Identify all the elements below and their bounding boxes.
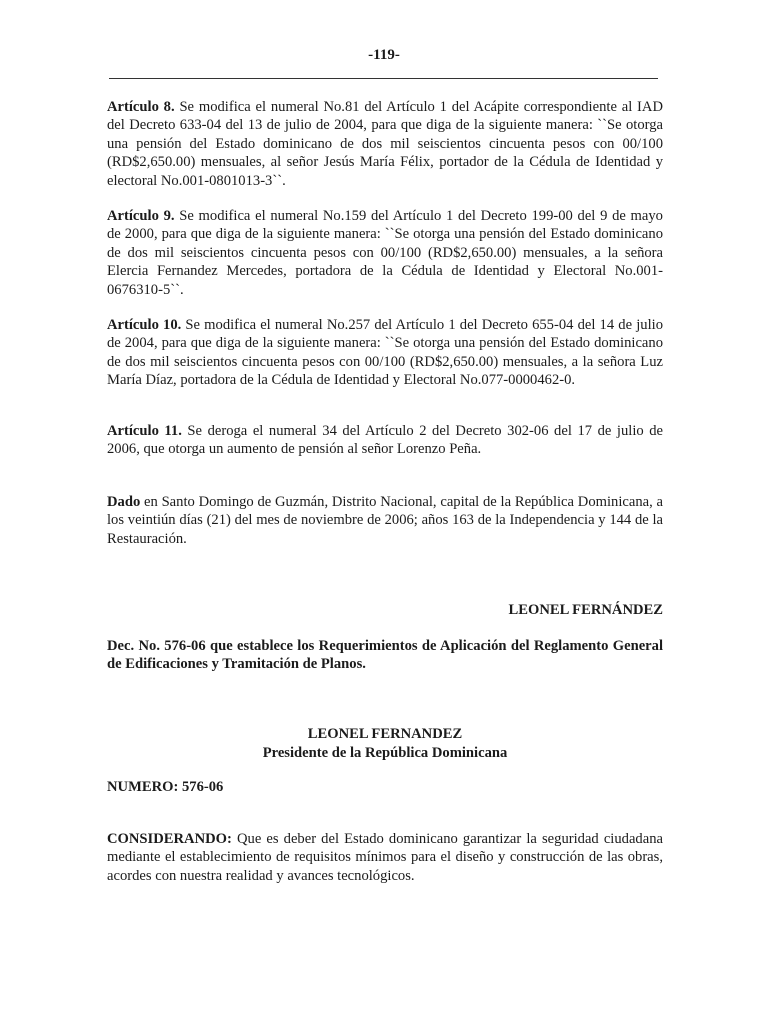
article-11-text: Se deroga el numeral 34 del Artículo 2 del Decreto 302-06 del 17 de julio de 2006, que otorga un aumento de pensión al señor Lorenzo Peña.	[107, 423, 663, 458]
considerando-label: CONSIDERANDO:	[107, 831, 232, 847]
article-8-label: Artículo 8.	[107, 99, 175, 115]
article-9-text: Se modifica el numeral No.159 del Artículo 1 del Decreto 199-00 del 9 de mayo de 2000, para que diga de la siguiente manera: ``Se otorga una pensión del Estado dominicano de dos mil seiscientos cincuenta pesos con 00/100 (RD$2,650.00) mensuales, a la señora Elercia Fernandez Mercedes, portadora de la Cédula de Identidad y Electoral No.001-0676310-5``.	[107, 208, 663, 298]
article-10-text: Se modifica el numeral No.257 del Artículo 1 del Decreto 655-04 del 14 de julio de 2004, para que diga de la siguiente manera: ``Se otorga una pensión del Estado dominicano de dos mil seiscientos cincuenta pesos con 00/100 (RD$2,650.00) mensuales, a la señora Luz María Díaz, portadora de la Cédula de Identidad y Electoral No.077-0000462-0.	[107, 317, 663, 389]
header-divider	[109, 78, 658, 79]
president-name: LEONEL FERNANDEZ	[307, 726, 463, 742]
article-9-label: Artículo 9.	[107, 208, 175, 224]
article-9	[107, 207, 663, 299]
dado-label: Dado	[107, 494, 141, 510]
considerando-text: Que es deber del Estado dominicano garantizar la seguridad ciudadana mediante el establecimiento de requisitos mínimos para el diseño y construcción de las obras, acordes con nuestra realidad y avances tecnológicos.	[107, 831, 663, 884]
article-8	[107, 98, 663, 190]
article-10-label: Artículo 10.	[107, 317, 182, 333]
considerando-paragraph	[107, 830, 663, 885]
page-number: -119-	[368, 47, 400, 63]
signature: LEONEL FERNÁNDEZ	[508, 602, 663, 618]
article-10	[107, 316, 663, 390]
dado-paragraph	[107, 493, 663, 548]
dado-text: en Santo Domingo de Guzmán, Distrito Nacional, capital de la República Dominicana, a los veintiún días (21) del mes de noviembre de 2006; años 163 de la Independencia y 144 de la Restauración.	[107, 494, 663, 547]
decree-title: Dec. No. 576-06 que establece los Requerimientos de Aplicación del Reglamento General de Edificaciones y Tramitación de Planos.	[107, 638, 663, 673]
article-8-text: Se modifica el numeral No.81 del Artículo 1 del Acápite correspondiente al IAD del Decreto 633-04 del 13 de julio de 2004, para que diga de la siguiente manera: ``Se otorga una pensión del Estado dominicano de dos mil seiscientos cincuenta pesos con 00/100 (RD$2,650.00) mensuales, al señor Jesús María Félix, portador de la Cédula de Identidad y electoral No.001-0801013-3``.	[107, 99, 663, 189]
article-11	[107, 422, 663, 459]
article-11-label: Artículo 11.	[107, 423, 182, 439]
president-title: Presidente de la República Dominicana	[262, 745, 508, 761]
decree-number: NUMERO: 576-06	[107, 779, 224, 795]
